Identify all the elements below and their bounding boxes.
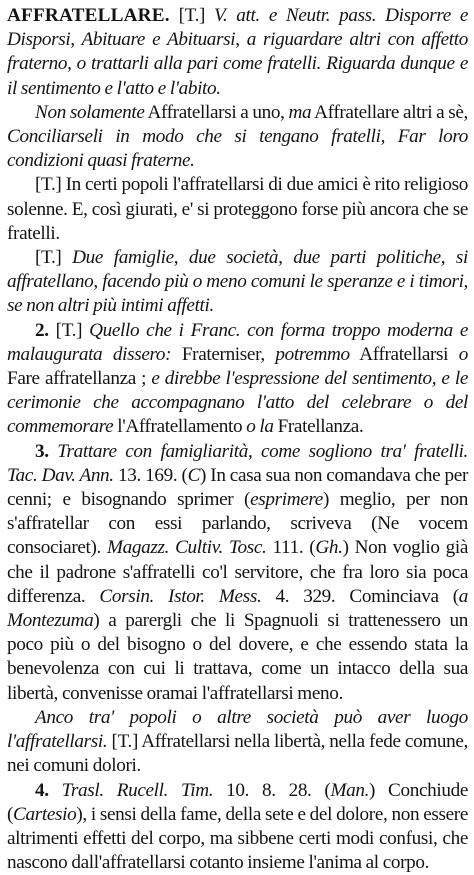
entry-paragraph-5 <box>7 319 468 440</box>
text-run: Fratellanza. <box>273 416 364 438</box>
text-run: Fare affratellanza ; <box>7 368 152 390</box>
entry-paragraph-7 <box>7 706 468 779</box>
text-run: ), i sensi della fame, della sete e del dolore, non essere altrimenti effetti del corpo, ma sibbene certi modi confusi, che nascono dall'affratellarsi cotanto insieme l'anima al corpo. <box>7 803 468 874</box>
entry-paragraph-1 <box>7 4 468 101</box>
text-run: o la <box>246 416 274 438</box>
text-run: ma <box>288 101 312 123</box>
text-run <box>49 780 62 801</box>
text-run: [T.] <box>178 5 214 26</box>
text-run: ) Non voglio già che il padrone s'affratelli co'l servitore, che fra loro sia poca differenza. <box>7 537 469 607</box>
text-run: 10. 8. 28. ( <box>213 779 331 801</box>
entry-paragraph-8 <box>7 779 468 875</box>
text-run <box>49 441 58 462</box>
text-run: [T.] In certi popoli l'affratellarsi di due amici è rito religioso solenne. E, così giurati, e' si proteggono forse più ancora che se fratelli. <box>7 174 468 244</box>
text-run: V. att. e Neutr. pass. Disporre e Disporsi, Abituare e Abituarsi, a riguardare altri con affetto fraterno, o trattarli alla pari come fratelli. Riguarda dunque e il sentimento e l'atto e l'abito. <box>7 5 469 99</box>
text-run: ) a parergli che li Spagnuoli si trattenessero un poco più o del bisogno o del dovere, e che essendo stata la benevolenza con cui li trattava, come un intacco della sua libertà, convenisse oramai l'affratellarsi meno. <box>7 610 468 704</box>
text-run: 4. <box>35 779 49 801</box>
text-run: 3. <box>35 440 49 462</box>
text-run: Due famiglie, due società, due parti politiche, si affratellano, facendo più o meno comuni le speranze e i timori, se non altri più intimi affetti. <box>7 247 468 317</box>
entry-paragraph-2 <box>7 101 468 174</box>
entry-paragraph-6 <box>7 440 468 706</box>
text-run: ) Conchiude ( <box>7 779 468 825</box>
text-run: [T.] Affratellarsi nella libertà, nella fede comune, nei comuni dolori. <box>7 731 468 777</box>
text-run: Trasl. Rucell. Tim. <box>61 779 214 801</box>
text-run: 13. 169. ( <box>113 464 188 486</box>
text-run: C <box>187 464 201 486</box>
text-run: potremmo <box>275 343 350 365</box>
text-run: 2. <box>35 319 49 341</box>
headword: AFFRATELLARE. <box>7 5 170 26</box>
text-run: [T.] <box>48 319 90 341</box>
text-run: esprimere <box>250 489 323 511</box>
entry-paragraph-4 <box>7 246 468 319</box>
text-run: 4. 329. Cominciava ( <box>261 585 459 607</box>
text-run: Quello che i Franc. con forma troppo moderna e malaugurata dissero: <box>7 319 468 365</box>
text-run: e direbbe l'espressione del sentimento, e le cerimonie che accompagnano l'atto del celebrare o del commemorare <box>7 368 468 438</box>
text-run: Trattare con famigliarità, come sogliono tra' fratelli. Tac. Dav. Ann. <box>7 440 468 486</box>
text-run: Non solamente <box>35 101 145 123</box>
text-run: Gh. <box>315 537 343 559</box>
text-run: Affratellarsi <box>349 343 459 365</box>
text-run: 111. ( <box>266 537 316 559</box>
text-run: [T.] <box>35 247 73 269</box>
text-run: Man. <box>330 779 370 801</box>
dictionary-entry <box>7 4 468 875</box>
text-run: Affratellarsi a uno, <box>144 101 289 123</box>
text-run: ) In casa sua non comandava che per cenni; e bisognando sprimer ( <box>7 464 468 511</box>
text-run: ) meglio, per non s'affratellar con essi parlando, scriveva (Ne vocem consociaret). <box>7 489 468 559</box>
text-run: Cartesio <box>13 803 77 825</box>
text-run: a Montezuma <box>7 585 468 632</box>
text-run: Corsin. Istor. Mess. <box>99 585 262 607</box>
text-run: Fraterniser, <box>171 343 276 365</box>
entry-paragraph-3 <box>7 173 468 246</box>
text-run: Affratellare altri a sè, <box>311 101 468 123</box>
text-run: Conciliarseli in modo che si tengano fratelli, Far loro condizioni quasi fraterne. <box>7 126 468 172</box>
text-run: o <box>458 343 468 365</box>
text-run: l'Affratellamento <box>113 416 247 438</box>
text-run: Anco tra' popoli o altre società può aver luogo l'affratellarsi. <box>7 706 468 753</box>
text-run: Magazz. Cultiv. Tosc. <box>107 537 267 559</box>
